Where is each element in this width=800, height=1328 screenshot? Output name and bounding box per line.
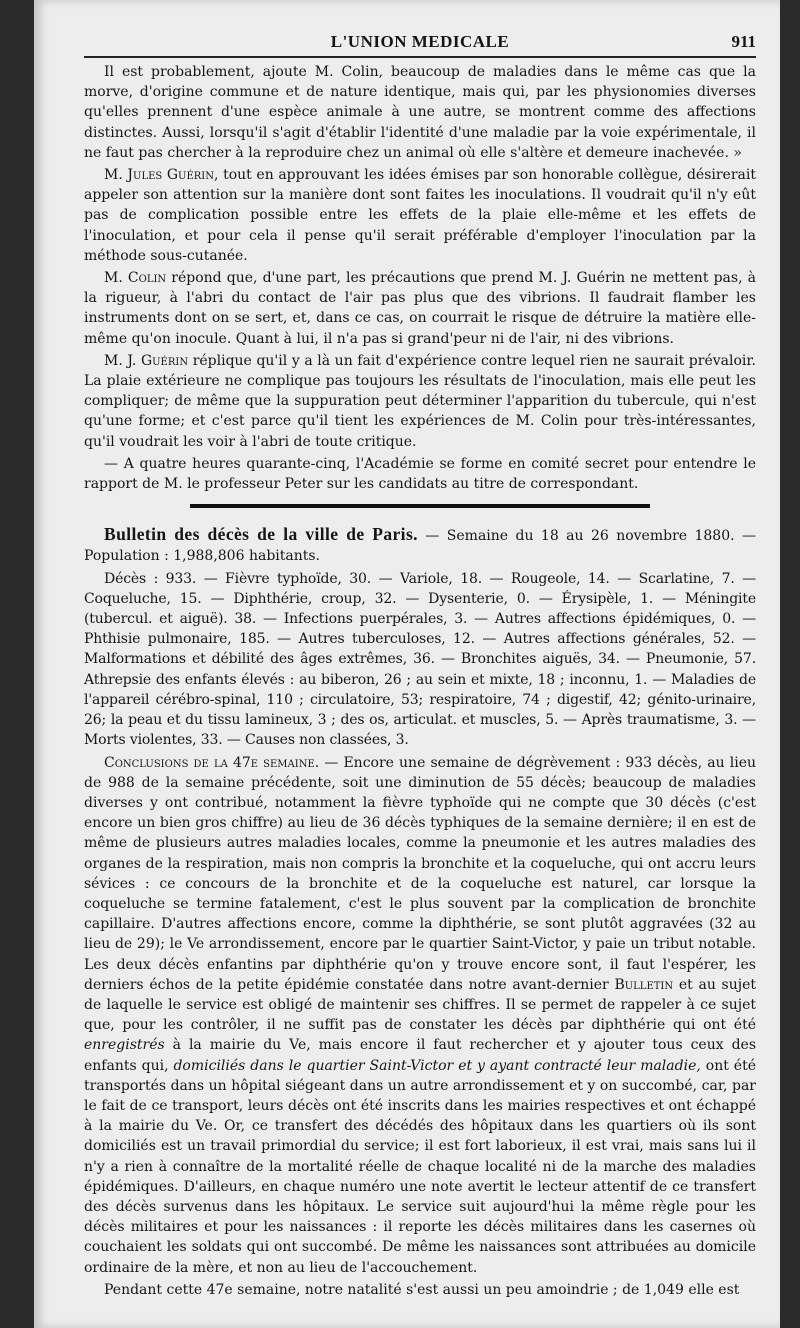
- paragraph-text: réplique qu'il y a là un fait d'expérience contre lequel rien ne saurait prévaloir. La plaie extérieure ne complique pas toujours les résultats de l'inoculation, mais elle peut les compliquer; de même que la suppuration peut déterminer l'apparition du tubercule, qui n'est qu'une forme; et c'est parce qu'il tient les expériences de M. Colin pour très-intéressantes, qu'il voudrait les voir à l'abri de toute critique.: [84, 352, 756, 450]
- speaker-name: M. Jules Guérin: [104, 167, 215, 184]
- conclusions-paragraph: [84, 753, 756, 1278]
- italic-phrase: enregistrés: [84, 1037, 165, 1054]
- speaker-name: M. Colin: [104, 270, 167, 287]
- bulletin-death-statistics: Décès : 933. — Fièvre typhoïde, 30. — Variole, 18. — Rougeole, 14. — Scarlatine, 7. — Coqueluche, 15. — Diphthérie, croup, 32. — Dysenterie, 0. — Érysipèle, 1. — Méningite (tubercul. et aiguë). 38. — Infections puerpérales, 3. — Autres affections épidémiques, 0. — Phthisie pulmonaire, 185. — Autres tuberculoses, 12. — Autres affections générales, 52. — Malformations et débilité des âges extrêmes, 36. — Bronchites aiguës, 34. — Pneumonie, 57. Athrepsie des enfants élevés : au biberon, 26 ; au sein et mixte, 18 ; inconnu, 1. — Maladies de l'appareil cérébro-spinal, 110 ; circulatoire, 53; respiratoire, 74 ; digestif, 42; génito-urinaire, 26; la peau et du tissu lamineux, 3 ; des os, articulat. et muscles, 5. — Après traumatisme, 3. — Morts violentes, 33. — Causes non classées, 3.: [84, 570, 756, 749]
- natality-paragraph: Pendant cette 47e semaine, notre natalité s'est aussi un peu amoindrie ; de 1,049 elle est: [104, 1281, 740, 1298]
- italic-phrase: domiciliés dans le quartier Saint-Victor et y ayant contracté leur maladie,: [173, 1057, 701, 1074]
- bulletin-reference: Bulletin: [614, 976, 674, 993]
- paragraph-guerin-proposal: [84, 165, 756, 266]
- paragraph-colin-reply: [84, 268, 756, 349]
- page-number: 911: [731, 32, 756, 51]
- conclusions-text: — Encore une semaine de dégrèvement : 933 décès, au lieu de 988 de la semaine précédente, soit une diminution de 55 décès; beaucoup de maladies diverses y ont contribué, notamment la fièvre typhoïde qui ne compte que 30 décès (c'est encore un bien gros chiffre) au lieu de 36 décès typhiques de la semaine dernière; il en est de même de plusieurs autres maladies locales, comme la pneumonie et les autres maladies des organes de la respiration, mais non compris la bronchite et la coqueluche, qui ont accru leurs sévices : ce concours de la bronchite et de la coqueluche est naturel, car lorsque la coqueluche se termine fatalement, c'est le plus souvent par la complication de bronchite capillaire. D'autres affections encore, comme la diphthérie, se sont plutôt aggravées (32 au lieu de 29); le Ve arrondissement, encore par le quartier Saint-Victor, y paie un tribut notable. Les deux décès enfantins par diphthérie qu'on y trouve encore sont, il faut l'espérer, les derniers échos de la petite épidémie constatée dans notre avant-dernier: [84, 754, 756, 993]
- conclusions-text: à la mairie du Ve, mais encore il faut rechercher et y ajouter tous ceux des enfants qui,: [84, 1037, 756, 1074]
- conclusions-heading: Conclusions de la 47e semaine.: [104, 754, 320, 771]
- paragraph-text: , tout en approuvant les idées émises par son honorable collègue, désirerait appeler son attention sur la manière dont sont faites les inoculations. Il voudrait qu'il n'y eût pas de complication possible entre les effets de la plaie elle-même et les effets de l'inoculation, et pour cela il pense qu'il serait préférable d'employer l'inoculation par la méthode sous-cutanée.: [84, 167, 756, 264]
- speaker-name: M. J. Guérin: [104, 352, 189, 369]
- conclusions-text: et au sujet de laquelle le service est obligé de maintenir ses chiffres. Il se permet de rappeler à ce sujet que, pour les contrôler, il ne suffit pas de constater les décès par diphthérie qui ont été: [84, 976, 757, 1034]
- section-divider: [190, 504, 650, 508]
- running-header: [84, 30, 756, 58]
- journal-title: L'UNION MEDICALE: [330, 32, 510, 51]
- bulletin-title: Bulletin des décès de la ville de Paris.: [104, 524, 418, 545]
- journal-page: [34, 0, 780, 1328]
- paragraph-guerin-rejoinder: [84, 351, 756, 452]
- article-body: [84, 62, 756, 1302]
- bulletin-heading-paragraph: [84, 524, 756, 566]
- paragraph-colin-remarks: Il est probablement, ajoute M. Colin, beaucoup de maladies dans le même cas que la morve, d'origine commune et de nature identique, mais qui, par les physionomies diverses qu'elles prennent d'une espèce animale à une autre, se montrent comme des affections distinctes. Aussi, lorsqu'il s'agit d'établir l'identité d'une maladie par la voie expérimentale, il ne faut pas chercher à la reproduire chez un animal où elle s'altère et demeure inachevée. »: [84, 64, 756, 161]
- paragraph-secret-committee: — A quatre heures quarante-cinq, l'Académie se forme en comité secret pour entendre le rapport de M. le professeur Peter sur les candidats au titre de correspondant.: [84, 455, 756, 493]
- conclusions-text: ont été transportés dans un hôpital siégeant dans un autre arrondissement et y on succombé, car, par le fait de ce transport, leurs décès ont été inscrits dans les mairies respectives et ont échappé à la mairie du Ve. Or, ce transfert des décédés des hôpitaux dans les quartiers où ils sont domiciliés est un travail primordial du service; il est fort laborieux, il est vrai, mais sans lui il n'y a rien à connaître de la mortalité réelle de chaque localité ni de la marche des maladies épidémiques. D'ailleurs, en chaque numéro une note avertit le lecteur attentif de ce transfert des décès survenus dans les hôpitaux. Le service suit aujourd'hui la même règle pour les décès militaires et pour les naissances : il reporte les décès militaires dans les casernes où couchaient les soldats qui ont succombé. De même les naissances sont attribuées au domicile ordinaire de la mère, et non au lieu de l'accouchement.: [84, 1057, 756, 1276]
- bulletin-intro: — Semaine du 18 au 26 novembre 1880. — Population : 1,988,806 habitants.: [84, 528, 756, 565]
- paragraph-text: répond que, d'une part, les précautions que prend M. J. Guérin ne mettent pas, à la rigueur, à l'abri du contact de l'air pas plus que des vibrions. Il faudrait flamber les instruments dont on se sert, et, dans ce cas, on courrait le risque de détruire la matière elle-même qu'on inocule. Quant à lui, il n'a pas si grand'peur ni de l'air, ni des vibrions.: [84, 270, 756, 347]
